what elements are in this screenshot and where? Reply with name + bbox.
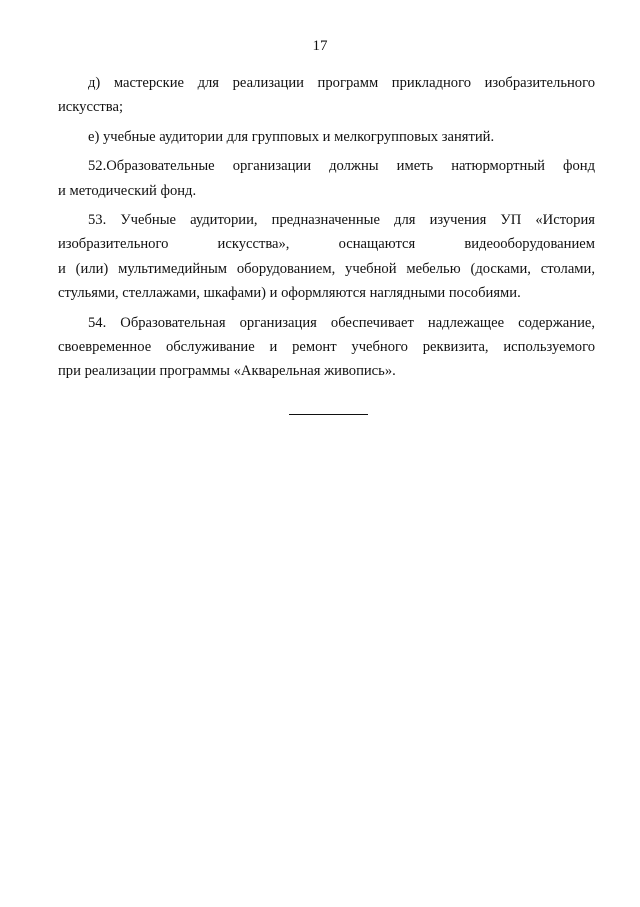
paragraph-53 [58,208,595,306]
paragraph-e [58,125,595,149]
text-line: д) мастерские для реализации программ прикладного изобразительного [88,75,595,91]
text-line: и методический фонд. [58,182,197,199]
document-body [58,71,595,384]
paragraph-52 [58,154,595,203]
paragraph-54 [58,311,595,384]
text-line: 53. Учебные аудитории, предназначенные для изучения УП «История [88,212,595,229]
text-line: изобразительного искусства», оснащаются видеооборудованием [58,236,595,253]
text-line: стульями, стеллажами, шкафами) и оформляются наглядными пособиями. [58,285,521,302]
paragraph-d [58,71,595,120]
text-line: 52.Образовательные организации должны иметь натюрмортный фонд [88,158,595,175]
text-line: искусства; [58,99,124,116]
text-line: при реализации программы «Акварельная живопись». [58,363,396,380]
text-line: 54. Образовательная организация обеспечивает надлежащее содержание, [88,314,595,331]
text-line: и (или) мультимедийным оборудованием, учебной мебелью (досками, столами, [58,260,595,277]
page-number: 17 [312,38,328,54]
end-of-text-rule [289,414,368,415]
text-line: своевременное обслуживание и ремонт учебного реквизита, используемого [58,339,595,356]
text-line: е) учебные аудитории для групповых и мелкогрупповых занятий. [88,128,495,145]
